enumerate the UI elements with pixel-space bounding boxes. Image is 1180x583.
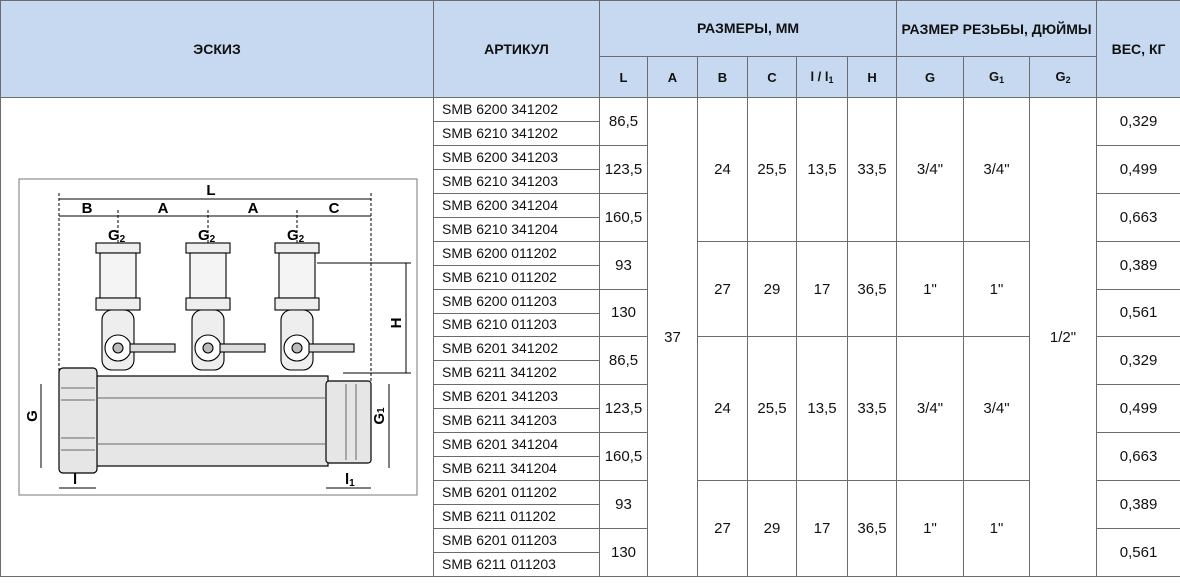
G1-cell: 3/4"	[964, 337, 1030, 481]
weight-cell: 0,329	[1097, 98, 1180, 146]
L-cell: 130	[600, 529, 648, 577]
article-cell: SMB 6201 341202	[434, 337, 600, 361]
weight-cell: 0,561	[1097, 289, 1180, 337]
C-cell: 29	[748, 241, 797, 337]
B-cell: 27	[698, 481, 748, 577]
article-cell: SMB 6210 011203	[434, 313, 600, 337]
G-cell: 3/4"	[897, 98, 964, 242]
G-cell: 3/4"	[897, 337, 964, 481]
header-sizes: РАЗМЕРЫ, ММ	[600, 1, 897, 57]
article-cell: SMB 6200 341202	[434, 98, 600, 122]
H-cell: 36,5	[848, 241, 897, 337]
L-cell: 160,5	[600, 433, 648, 481]
sketch-label-G: G	[24, 410, 41, 422]
sketch-label-G2a: G2	[108, 227, 126, 245]
header-A: A	[648, 57, 698, 98]
header-thread: РАЗМЕР РЕЗЬБЫ, ДЮЙМЫ	[897, 1, 1097, 57]
header-article: АРТИКУЛ	[434, 1, 600, 98]
l-cell: 13,5	[797, 337, 848, 481]
header-H: H	[848, 57, 897, 98]
H-cell: 33,5	[848, 337, 897, 481]
article-cell: SMB 6200 011202	[434, 241, 600, 265]
L-cell: 93	[600, 481, 648, 529]
G1-cell: 1"	[964, 241, 1030, 337]
article-cell: SMB 6200 341203	[434, 145, 600, 169]
article-cell: SMB 6211 341204	[434, 457, 600, 481]
l-cell: 17	[797, 481, 848, 577]
L-cell: 123,5	[600, 385, 648, 433]
article-cell: SMB 6210 341204	[434, 217, 600, 241]
sketch-label-B: B	[81, 200, 93, 217]
header-L: L	[600, 57, 648, 98]
weight-cell: 0,499	[1097, 385, 1180, 433]
H-cell: 36,5	[848, 481, 897, 577]
H-cell: 33,5	[848, 98, 897, 242]
L-cell: 86,5	[600, 98, 648, 146]
header-G1: $G_1$	[964, 57, 1030, 98]
manifold-sketch	[1, 98, 434, 576]
sketch-label-G1: G1	[371, 407, 388, 425]
L-cell: 123,5	[600, 145, 648, 193]
article-cell: SMB 6201 011202	[434, 481, 600, 505]
header-C: C	[748, 57, 797, 98]
sketch-label-A2: A	[247, 200, 259, 217]
B-cell: 24	[698, 98, 748, 242]
article-cell: SMB 6200 011203	[434, 289, 600, 313]
weight-cell: 0,663	[1097, 193, 1180, 241]
l-cell: 17	[797, 241, 848, 337]
G1-cell: 1"	[964, 481, 1030, 577]
weight-cell: 0,329	[1097, 337, 1180, 385]
article-cell: SMB 6211 011202	[434, 505, 600, 529]
G-cell: 1"	[897, 481, 964, 577]
C-cell: 25,5	[748, 98, 797, 242]
weight-cell: 0,663	[1097, 433, 1180, 481]
article-cell: SMB 6211 341202	[434, 361, 600, 385]
weight-cell: 0,499	[1097, 145, 1180, 193]
sketch-label-H: H	[388, 317, 405, 329]
weight-cell: 0,389	[1097, 241, 1180, 289]
article-cell: SMB 6210 011202	[434, 265, 600, 289]
header-G: G	[897, 57, 964, 98]
header-G2: $G_2$	[1030, 57, 1097, 98]
article-cell: SMB 6200 341204	[434, 193, 600, 217]
weight-cell: 0,389	[1097, 481, 1180, 529]
table-row	[1, 98, 1180, 122]
sketch-label-L: L	[206, 182, 216, 199]
sketch-label-C: C	[328, 200, 340, 217]
sketch-label-G2c: G2	[287, 227, 305, 245]
L-cell: 130	[600, 289, 648, 337]
article-cell: SMB 6210 341203	[434, 169, 600, 193]
L-cell: 160,5	[600, 193, 648, 241]
B-cell: 24	[698, 337, 748, 481]
L-cell: 93	[600, 241, 648, 289]
article-cell: SMB 6201 341204	[434, 433, 600, 457]
G-cell: 1"	[897, 241, 964, 337]
article-cell: SMB 6201 011203	[434, 529, 600, 553]
G2-cell: 1/2"	[1030, 98, 1097, 577]
G1-cell: 3/4"	[964, 98, 1030, 242]
header-l: l / $l_1$	[797, 57, 848, 98]
sketch-label-G2b: G2	[198, 227, 216, 245]
A-cell: 37	[648, 98, 698, 577]
sketch-label-A1: A	[157, 200, 169, 217]
header-B: B	[698, 57, 748, 98]
sketch-cell	[1, 98, 434, 577]
article-cell: SMB 6211 011203	[434, 553, 600, 577]
article-cell: SMB 6211 341203	[434, 409, 600, 433]
C-cell: 29	[748, 481, 797, 577]
sketch-label-l: l	[73, 471, 78, 488]
article-cell: SMB 6201 341203	[434, 385, 600, 409]
C-cell: 25,5	[748, 337, 797, 481]
B-cell: 27	[698, 241, 748, 337]
weight-cell: 0,561	[1097, 529, 1180, 577]
header-sketch: ЭСКИЗ	[1, 1, 434, 98]
L-cell: 86,5	[600, 337, 648, 385]
header-weight: ВЕС, КГ	[1097, 1, 1180, 98]
l-cell: 13,5	[797, 98, 848, 242]
article-cell: SMB 6210 341202	[434, 121, 600, 145]
sketch-label-l1: l1	[345, 471, 355, 489]
